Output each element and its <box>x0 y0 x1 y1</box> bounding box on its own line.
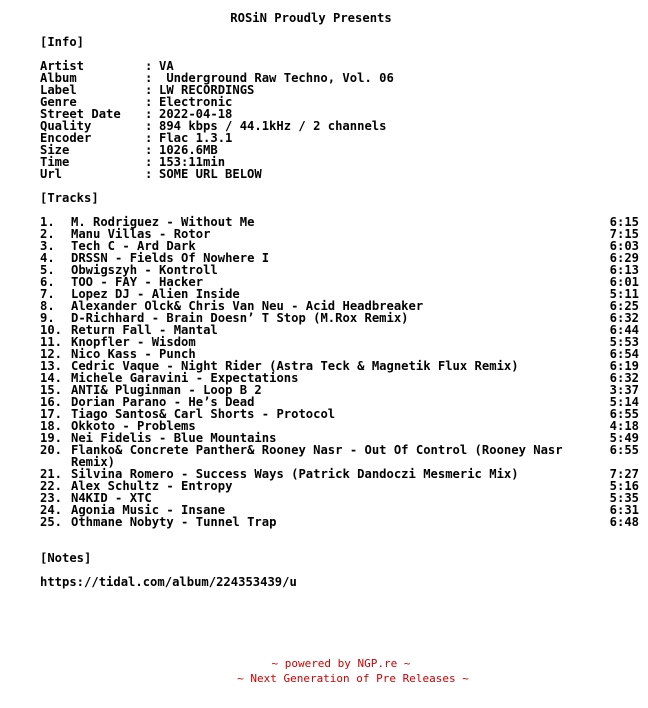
info-separator: : <box>145 131 153 145</box>
info-row <box>40 96 640 108</box>
track-number: 7. <box>40 287 55 301</box>
info-row <box>40 168 640 180</box>
track-title: M. Rodriguez - Without Me <box>71 215 255 229</box>
info-separator: : <box>145 143 153 157</box>
info-key: Size <box>40 143 70 157</box>
track-number: 16. <box>40 395 63 409</box>
track-number: 8. <box>40 299 55 313</box>
track-row <box>40 516 640 528</box>
info-key: Url <box>40 167 63 181</box>
track-number: 19. <box>40 431 63 445</box>
info-key: Time <box>40 155 70 169</box>
track-duration: 5:16 <box>609 479 639 493</box>
info-value: 153:11min <box>159 155 226 169</box>
info-value: 2022-04-18 <box>159 107 233 121</box>
track-title: Manu Villas - Rotor <box>71 227 211 241</box>
track-title: Silvina Romero - Success Ways (Patrick Dandoczi Mesmeric Mix) <box>71 467 519 481</box>
track-title: Knopfler - Wisdom <box>71 335 196 349</box>
track-title: TOO - FAY - Hacker <box>71 275 204 289</box>
track-title: Dorian Parano - He’s Dead <box>71 395 255 409</box>
track-number: 2. <box>40 227 55 241</box>
track-duration: 3:37 <box>609 383 639 397</box>
track-title: Tiago Santos& Carl Shorts - Protocol <box>71 407 336 421</box>
track-title: DRSSN - Fields Of Nowhere I <box>71 251 270 265</box>
track-duration: 6:32 <box>609 311 639 325</box>
footer-powered-by[interactable]: ~ powered by NGP.re ~ <box>271 657 411 670</box>
info-value: 1026.6MB <box>159 143 218 157</box>
track-number: 11. <box>40 335 63 349</box>
track-title: Obwigszyh - Kontroll <box>71 263 218 277</box>
track-duration: 7:15 <box>609 227 639 241</box>
track-duration: 5:11 <box>609 287 639 301</box>
track-duration: 6:48 <box>609 515 639 529</box>
info-list <box>40 60 640 180</box>
info-value: Underground Raw Techno, Vol. 06 <box>159 71 394 85</box>
track-duration: 6:25 <box>609 299 639 313</box>
track-title: Agonia Music - Insane <box>71 503 226 517</box>
info-value: 894 kbps / 44.1kHz / 2 channels <box>159 119 387 133</box>
info-separator: : <box>145 83 153 97</box>
track-duration: 5:35 <box>609 491 639 505</box>
info-key: Quality <box>40 119 92 133</box>
track-number: 12. <box>40 347 63 361</box>
info-key: Artist <box>40 59 85 73</box>
track-duration: 6:03 <box>609 239 639 253</box>
track-list <box>40 216 640 528</box>
track-duration: 6:31 <box>609 503 639 517</box>
track-number: 15. <box>40 383 63 397</box>
track-number: 4. <box>40 251 55 265</box>
track-title: Michele Garavini - Expectations <box>71 371 299 385</box>
info-separator: : <box>145 107 153 121</box>
info-key: Street Date <box>40 107 121 121</box>
track-number: 22. <box>40 479 63 493</box>
track-title: N4KID - XTC <box>71 491 152 505</box>
info-separator: : <box>145 119 153 133</box>
info-value: Electronic <box>159 95 233 109</box>
info-key: Encoder <box>40 131 92 145</box>
track-duration: 6:15 <box>609 215 639 229</box>
info-row <box>40 156 640 168</box>
track-number: 3. <box>40 239 55 253</box>
notes-section-title: [Notes] <box>40 551 92 565</box>
track-duration: 6:32 <box>609 371 639 385</box>
track-title: D-Richhard - Brain Doesn’ T Stop (M.Rox Remix) <box>71 311 409 325</box>
info-separator: : <box>145 95 153 109</box>
track-duration: 5:49 <box>609 431 639 445</box>
footer-tagline: ~ Next Generation of Pre Releases ~ <box>237 672 469 685</box>
info-row <box>40 132 640 144</box>
track-number: 13. <box>40 359 63 373</box>
info-row <box>40 72 640 84</box>
track-number: 21. <box>40 467 63 481</box>
track-title: Nico Kass - Punch <box>71 347 196 361</box>
track-number: 10. <box>40 323 63 337</box>
info-key: Genre <box>40 95 77 109</box>
track-title: Lopez DJ - Alien Inside <box>71 287 240 301</box>
track-title: Nei Fidelis - Blue Mountains <box>71 431 277 445</box>
info-key: Label <box>40 83 77 97</box>
track-duration: 6:55 <box>609 407 639 421</box>
track-number: 17. <box>40 407 63 421</box>
track-duration: 6:44 <box>609 323 639 337</box>
track-row <box>40 444 640 468</box>
track-number: 20. <box>40 443 63 457</box>
track-number: 14. <box>40 371 63 385</box>
track-duration: 6:13 <box>609 263 639 277</box>
track-duration: 7:27 <box>609 467 639 481</box>
track-number: 18. <box>40 419 63 433</box>
track-duration: 6:29 <box>609 251 639 265</box>
info-row <box>40 120 640 132</box>
track-number: 25. <box>40 515 63 529</box>
info-value: VA <box>159 59 174 73</box>
info-separator: : <box>145 71 153 85</box>
track-title: Return Fall - Mantal <box>71 323 218 337</box>
info-value: LW RECORDINGS <box>159 83 255 97</box>
track-number: 24. <box>40 503 63 517</box>
tracks-section-title: [Tracks] <box>40 191 99 205</box>
track-title: Othmane Nobyty - Tunnel Trap <box>71 515 277 529</box>
page-title: ROSiN Proudly Presents <box>230 11 392 25</box>
info-section-title: [Info] <box>40 35 85 49</box>
info-row <box>40 84 640 96</box>
track-title: Flanko& Concrete Panther& Rooney Nasr - Out Of Control (Rooney Nasr Remix) <box>71 443 570 469</box>
info-key: Album <box>40 71 77 85</box>
track-duration: 4:18 <box>609 419 639 433</box>
track-number: 6. <box>40 275 55 289</box>
track-duration: 6:01 <box>609 275 639 289</box>
track-title: Tech C - Ard Dark <box>71 239 196 253</box>
info-value: Flac 1.3.1 <box>159 131 233 145</box>
info-value: SOME URL BELOW <box>159 167 262 181</box>
info-separator: : <box>145 59 153 73</box>
info-separator: : <box>145 167 153 181</box>
track-number: 9. <box>40 311 55 325</box>
track-number: 5. <box>40 263 55 277</box>
track-title: ANTI& Pluginman - Loop B 2 <box>71 383 262 397</box>
track-duration: 6:54 <box>609 347 639 361</box>
track-duration: 5:14 <box>609 395 639 409</box>
track-title: Alex Schultz - Entropy <box>71 479 233 493</box>
track-title: Cedric Vaque - Night Rider (Astra Teck & Magnetik Flux Remix) <box>71 359 519 373</box>
track-title: Alexander Olck& Chris Van Neu - Acid Headbreaker <box>71 299 424 313</box>
track-number: 1. <box>40 215 55 229</box>
track-duration: 6:55 <box>609 443 639 457</box>
track-title: Okkoto - Problems <box>71 419 196 433</box>
info-row <box>40 144 640 156</box>
track-duration: 6:19 <box>609 359 639 373</box>
track-number: 23. <box>40 491 63 505</box>
track-duration: 5:53 <box>609 335 639 349</box>
info-separator: : <box>145 155 153 169</box>
notes-url-link[interactable]: https://tidal.com/album/224353439/u <box>40 575 297 589</box>
